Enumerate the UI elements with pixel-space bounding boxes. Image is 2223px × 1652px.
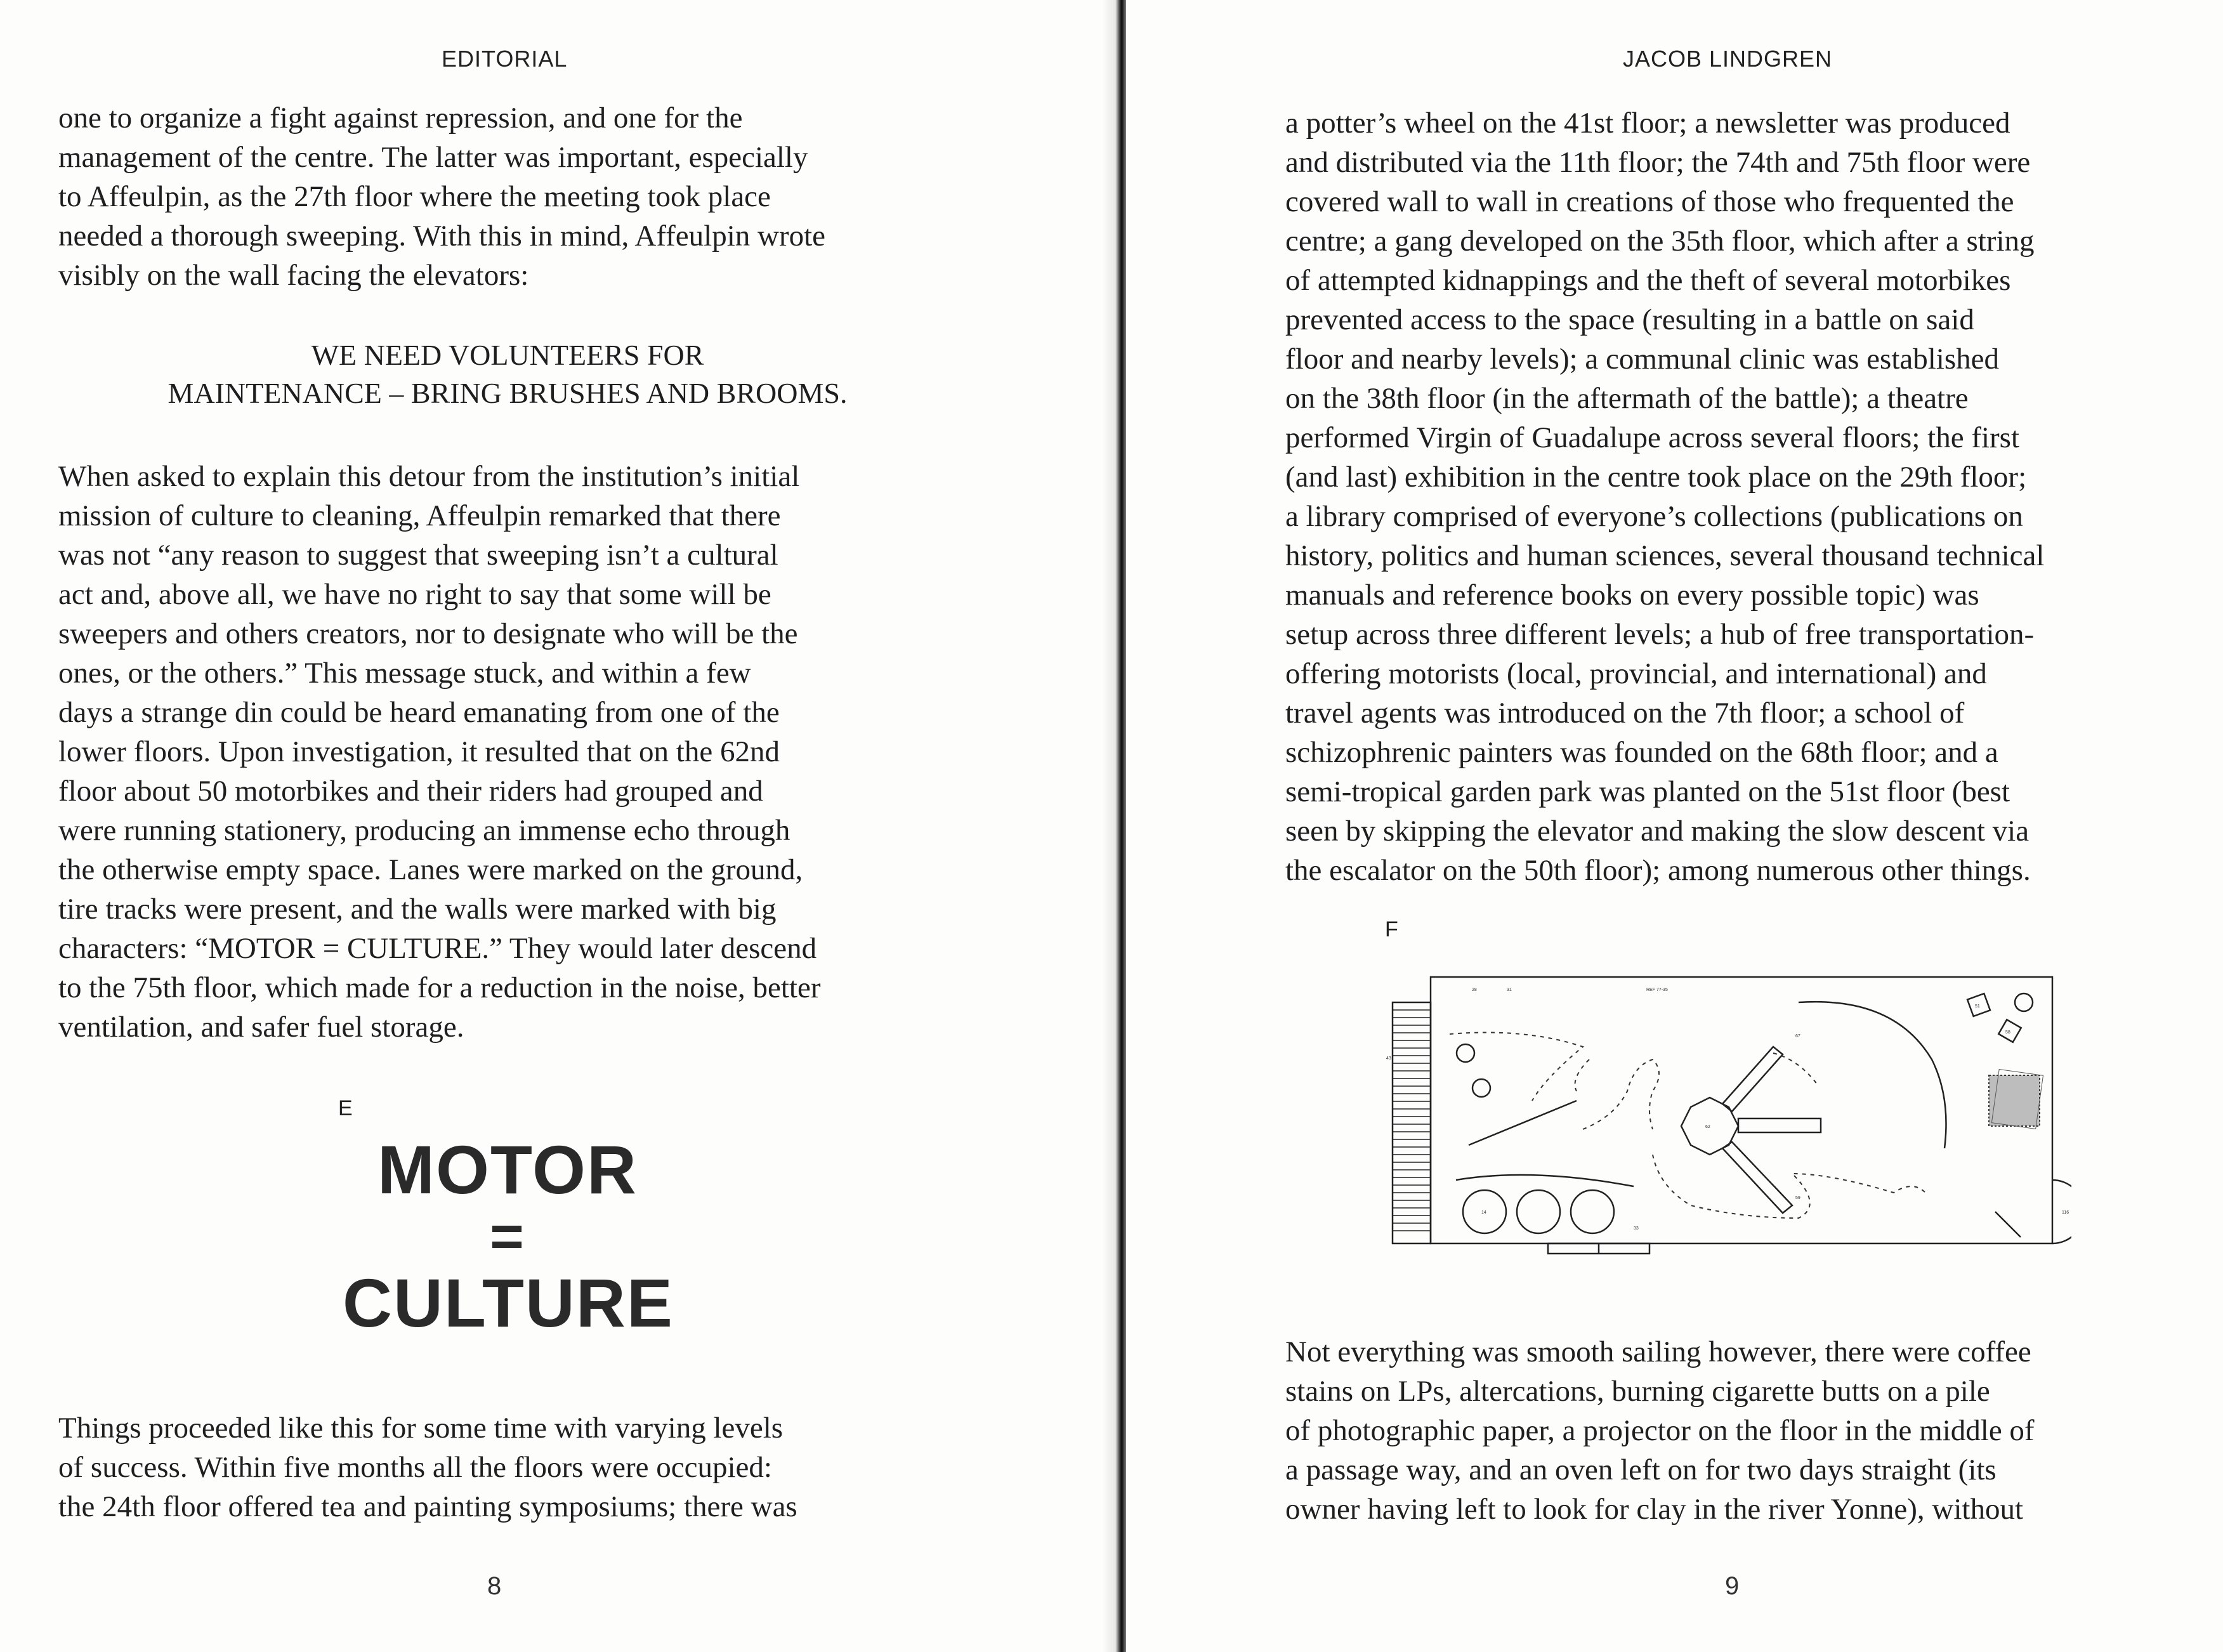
- hatched-block: [1989, 1070, 2043, 1129]
- plan-label: 43: [1386, 1056, 1391, 1061]
- plan-label: 51: [1975, 1004, 1980, 1009]
- dotted-paths: [1450, 1033, 1925, 1219]
- floor-plan-diagram: [1386, 964, 2071, 1269]
- text-line: When asked to explain this detour from the institution’s initial: [58, 460, 800, 493]
- table-circle: [1517, 1190, 1560, 1233]
- text-line: Things proceeded like this for some time with varying levels: [58, 1412, 784, 1445]
- notice-line: MAINTENANCE – BRING BRUSHES AND BROOMS.: [167, 377, 848, 409]
- text-line: characters: “MOTOR = CULTURE.” They would later descend: [58, 932, 817, 965]
- page-number-right: 9: [1725, 1572, 1740, 1600]
- running-head-author: JACOB LINDGREN: [1623, 46, 1833, 72]
- right-page: [1126, 0, 2223, 1652]
- counter-curve: [1456, 1175, 1634, 1186]
- table-circle: [1571, 1190, 1614, 1233]
- left-paragraph-1: [58, 98, 825, 295]
- text-line: act and, above all, we have no right to say that some will be: [58, 578, 771, 611]
- text-line: covered wall to wall in creations of those who frequented the: [1285, 185, 2014, 218]
- plan-label: 62: [1705, 1125, 1710, 1129]
- text-line: was not “any reason to suggest that sweeping isn’t a cultural: [58, 539, 778, 572]
- diagonal-wall: [1469, 1101, 1577, 1145]
- stair-treads: [1393, 1010, 1431, 1231]
- text-line: one to organize a fight against repression, and one for the: [58, 102, 743, 134]
- wall-notice: [0, 336, 1015, 412]
- figure-letter-e: E: [338, 1096, 353, 1120]
- text-line: seen by skipping the elevator and making the slow descent via: [1285, 815, 2030, 848]
- page-number-left: 8: [487, 1572, 502, 1600]
- text-line: needed a thorough sweeping. With this in mind, Affeulpin wrote: [58, 220, 826, 252]
- plan-label: 31: [1507, 988, 1512, 992]
- text-line: prevented access to the space (resulting in a battle on said: [1285, 303, 1974, 336]
- running-head-editorial: EDITORIAL: [442, 46, 568, 72]
- text-line: of success. Within five months all the floors were occupied:: [58, 1451, 772, 1484]
- table-circle: [2015, 993, 2033, 1011]
- text-line: mission of culture to cleaning, Affeulpin remarked that there: [58, 499, 781, 532]
- text-line: on the 38th floor (in the aftermath of the battle); a theatre: [1285, 382, 1969, 415]
- plan-label: 67: [1795, 1034, 1800, 1039]
- text-line: floor about 50 motorbikes and their riders had grouped and: [58, 775, 763, 808]
- text-line: the 24th floor offered tea and painting symposiums; there was: [58, 1490, 797, 1523]
- text-line: days a strange din could be heard emanating from one of the: [58, 696, 780, 729]
- text-line: schizophrenic painters was founded on the 68th floor; and a: [1285, 736, 1998, 769]
- plan-label: 116: [2062, 1210, 2069, 1215]
- table-circle: [1457, 1044, 1474, 1062]
- text-line: owner having left to look for clay in the river Yonne), without: [1285, 1493, 2024, 1526]
- text-line: a library comprised of everyone’s collections (publications on: [1285, 500, 2023, 533]
- text-line: a passage way, and an oven left on for two days straight (its: [1285, 1453, 1997, 1486]
- text-line: the escalator on the 50th floor); among numerous other things.: [1285, 854, 2031, 887]
- stairwell: [1393, 1002, 1431, 1243]
- text-line: performed Virgin of Guadalupe across several floors; the first: [1285, 421, 2020, 454]
- text-line: offering motorists (local, provincial, and international) and: [1285, 657, 1987, 690]
- plan-label: 28: [1472, 988, 1477, 992]
- text-line: floor and nearby levels); a communal clinic was established: [1285, 343, 2000, 376]
- slogan-culture: CULTURE: [343, 1264, 674, 1341]
- text-line: to Affeulpin, as the 27th floor where the meeting took place: [58, 180, 771, 213]
- floor-plan-outline: [1431, 977, 2052, 1243]
- hub-arm: [1722, 1047, 1783, 1111]
- text-line: centre; a gang developed on the 35th floor, which after a string: [1285, 225, 2035, 258]
- text-line: and distributed via the 11th floor; the 74th and 75th floor were: [1285, 146, 2031, 179]
- text-line: ones, or the others.” This message stuck, and within a few: [58, 657, 751, 690]
- text-line: the otherwise empty space. Lanes were marked on the ground,: [58, 853, 803, 886]
- text-line: history, politics and human sciences, several thousand technical: [1285, 539, 2045, 572]
- figure-letter-f: F: [1385, 917, 1398, 941]
- notice-line: WE NEED VOLUNTEERS FOR: [311, 339, 704, 371]
- diagonal-wall: [1995, 1212, 2021, 1237]
- text-line: to the 75th floor, which made for a reduction in the noise, better: [58, 971, 821, 1004]
- text-line: manuals and reference books on every possible topic) was: [1285, 579, 1979, 612]
- left-paragraph-3: [58, 1408, 797, 1526]
- plan-label: 33: [1634, 1226, 1639, 1231]
- plan-label: 14: [1481, 1210, 1486, 1215]
- motor-culture-slogan: [343, 1132, 672, 1341]
- text-line: of photographic paper, a projector on the floor in the middle of: [1285, 1414, 2035, 1447]
- right-paragraph-1: [1285, 103, 2044, 890]
- plan-label: 59: [1795, 1196, 1800, 1200]
- hub-arm: [1722, 1142, 1792, 1213]
- right-paragraph-2: [1285, 1332, 2035, 1529]
- text-line: management of the centre. The latter was important, especially: [58, 141, 808, 174]
- text-line: a potter’s wheel on the 41st floor; a newsletter was produced: [1285, 107, 2010, 140]
- text-line: of attempted kidnappings and the theft of several motorbikes: [1285, 264, 2011, 297]
- text-line: Not everything was smooth sailing however, there were coffee: [1285, 1335, 2031, 1368]
- text-line: semi-tropical garden park was planted on the 51st floor (best: [1285, 775, 2010, 808]
- table-circle: [1472, 1079, 1490, 1097]
- text-line: lower floors. Upon investigation, it resulted that on the 62nd: [58, 735, 780, 768]
- text-line: travel agents was introduced on the 7th floor; a school of: [1285, 697, 1965, 730]
- text-line: ventilation, and safer fuel storage.: [58, 1011, 464, 1044]
- plan-label: REF 77-35: [1646, 988, 1668, 992]
- text-line: (and last) exhibition in the centre took place on the 29th floor;: [1285, 461, 2027, 494]
- hub-arm: [1738, 1118, 1821, 1132]
- slogan-equals: =: [490, 1204, 525, 1269]
- text-line: setup across three different levels; a hub of free transportation-: [1285, 618, 2035, 651]
- left-paragraph-2: [58, 457, 820, 1047]
- text-line: stains on LPs, altercations, burning cigarette butts on a pile: [1285, 1375, 1990, 1408]
- text-line: sweepers and others creators, nor to designate who will be the: [58, 617, 798, 650]
- text-line: tire tracks were present, and the walls were marked with big: [58, 893, 777, 926]
- plan-label: 58: [2005, 1030, 2010, 1035]
- text-line: were running stationery, producing an immense echo through: [58, 814, 790, 847]
- slogan-motor: MOTOR: [377, 1131, 638, 1208]
- text-line: visibly on the wall facing the elevators:: [58, 259, 529, 292]
